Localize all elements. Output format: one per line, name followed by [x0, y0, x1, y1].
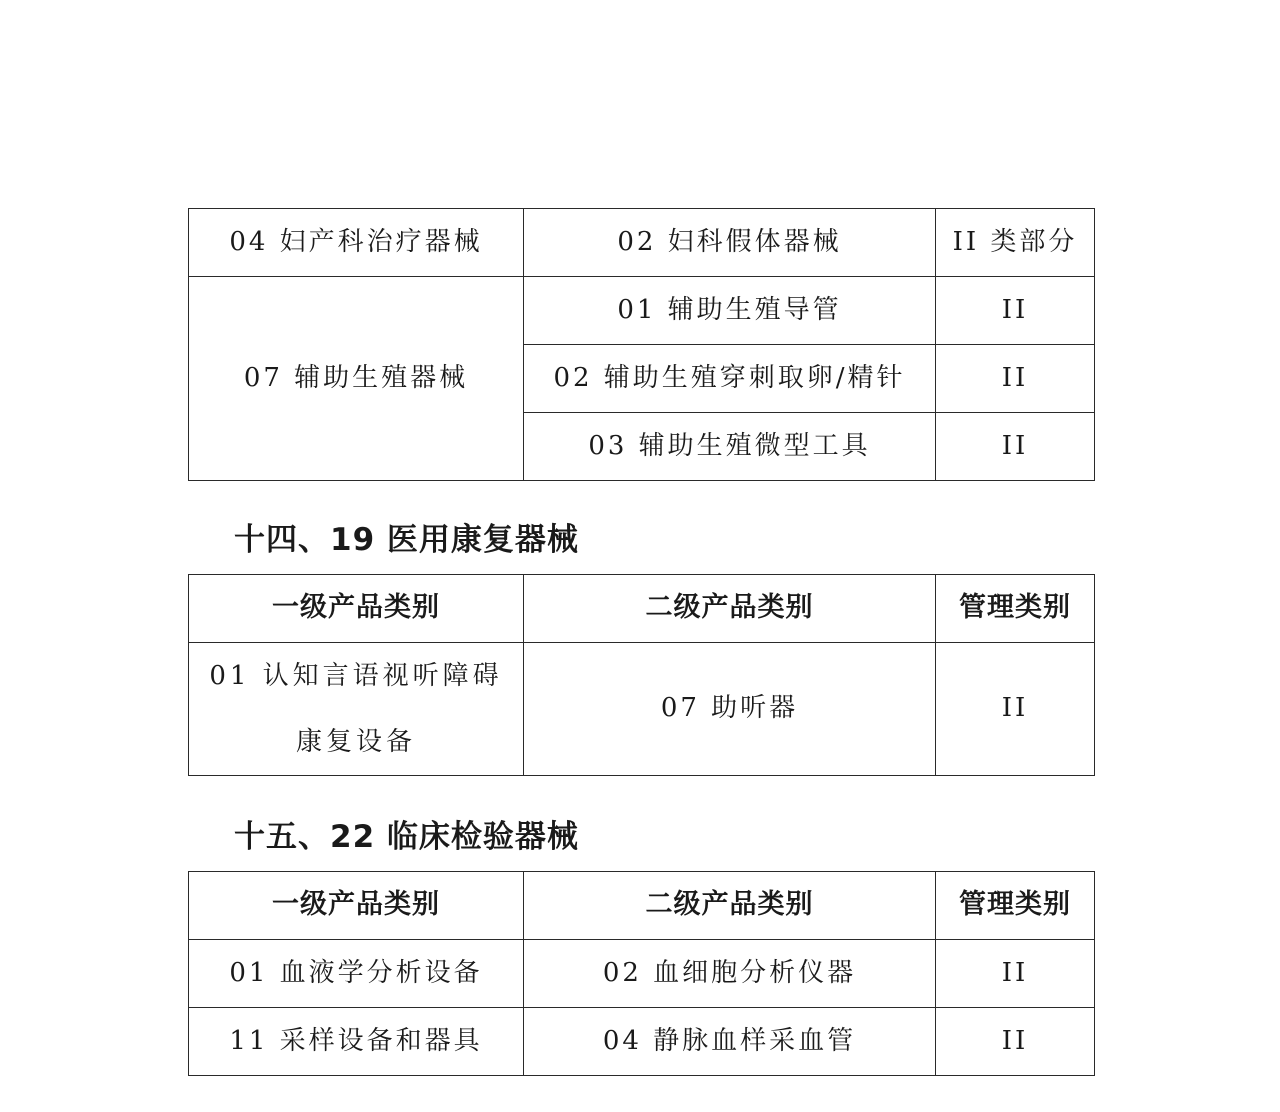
level2-category-cell: 01 辅助生殖导管 — [524, 277, 936, 345]
table-row — [189, 277, 1095, 345]
management-class-header: 管理类别 — [936, 872, 1095, 940]
management-class-cell: II — [936, 1008, 1095, 1076]
management-class-cell: II — [936, 277, 1095, 345]
management-class-cell: II — [936, 413, 1095, 481]
level1-category-cell: 01 认知言语视听障碍康复设备 — [189, 643, 524, 776]
level1-header: 一级产品类别 — [189, 872, 524, 940]
level1-category-cell: 04 妇产科治疗器械 — [189, 209, 524, 277]
table-row — [189, 643, 1095, 776]
level2-category-cell: 02 辅助生殖穿刺取卵/精针 — [524, 345, 936, 413]
level2-category-cell: 07 助听器 — [524, 643, 936, 776]
level2-category-cell: 02 妇科假体器械 — [524, 209, 936, 277]
rehabilitation-device-table — [188, 574, 1095, 776]
table-row — [189, 209, 1095, 277]
level1-header: 一级产品类别 — [189, 575, 524, 643]
level1-category-cell: 07 辅助生殖器械 — [189, 277, 524, 481]
level2-category-cell: 02 血细胞分析仪器 — [524, 940, 936, 1008]
management-class-header: 管理类别 — [936, 575, 1095, 643]
management-class-cell: II — [936, 643, 1095, 776]
level2-header: 二级产品类别 — [524, 575, 936, 643]
table-header-row — [189, 575, 1095, 643]
table-row — [189, 1008, 1095, 1076]
level2-category-cell: 04 静脉血样采血管 — [524, 1008, 936, 1076]
management-class-cell: II — [936, 345, 1095, 413]
section-heading-rehabilitation: 十四、19 医用康复器械 — [234, 522, 579, 558]
level2-category-cell: 03 辅助生殖微型工具 — [524, 413, 936, 481]
table-header-row — [189, 872, 1095, 940]
table-row — [189, 940, 1095, 1008]
clinical-lab-device-table — [188, 871, 1095, 1076]
management-class-cell: II 类部分 — [936, 209, 1095, 277]
management-class-cell: II — [936, 940, 1095, 1008]
device-category-table-continued — [188, 208, 1095, 481]
level1-category-cell: 11 采样设备和器具 — [189, 1008, 524, 1076]
section-heading-clinical-lab: 十五、22 临床检验器械 — [234, 819, 579, 855]
level1-category-cell: 01 血液学分析设备 — [189, 940, 524, 1008]
level2-header: 二级产品类别 — [524, 872, 936, 940]
